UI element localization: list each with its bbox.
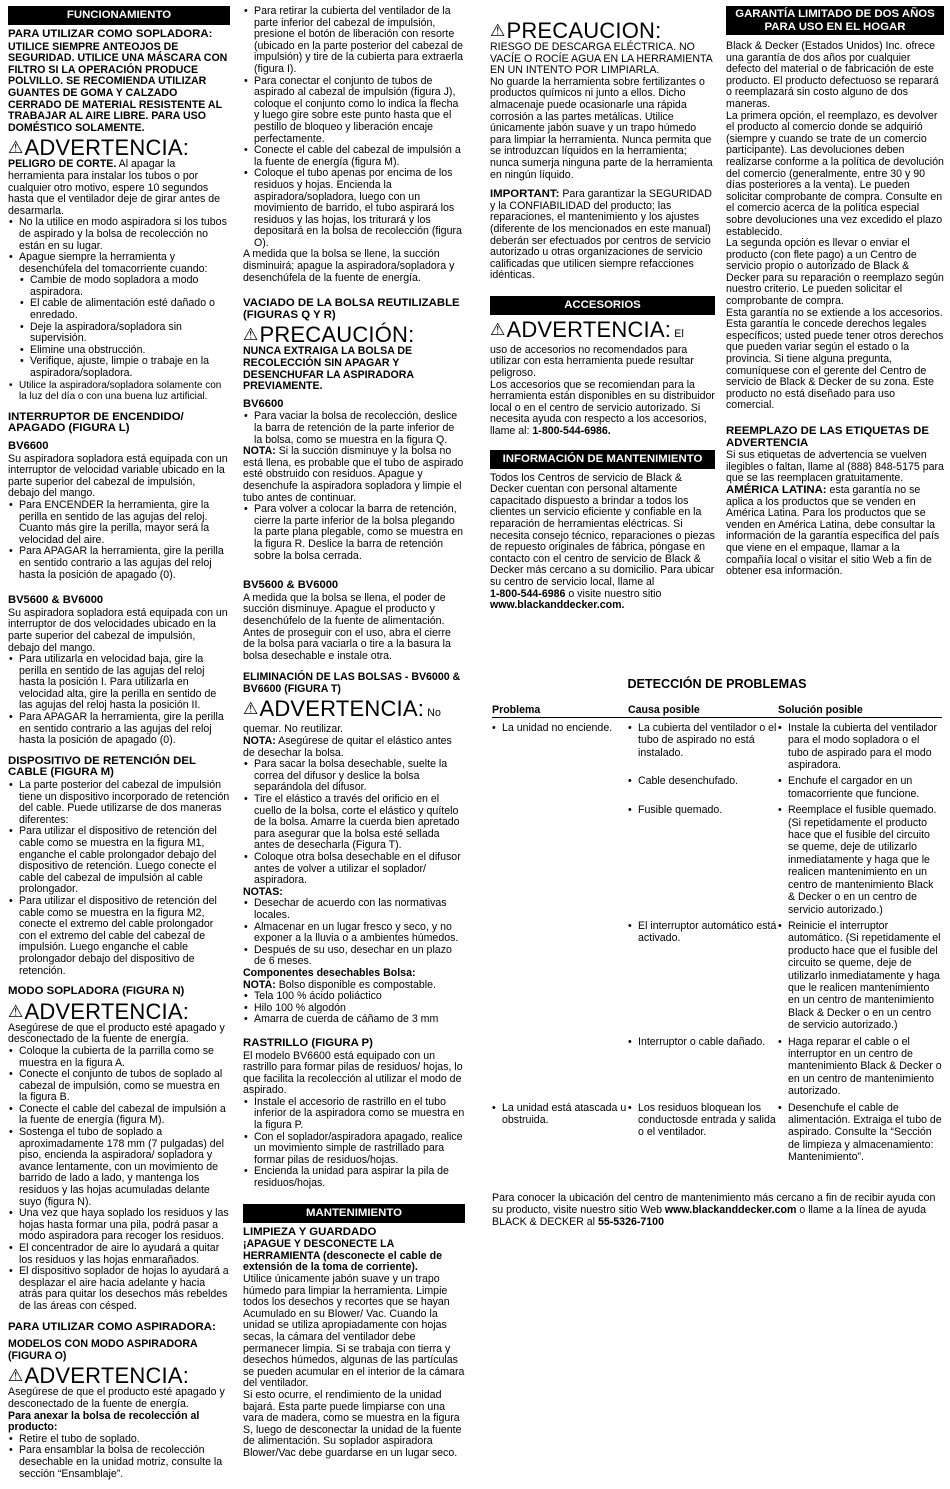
contact-note: Para conocer la ubicación del centro de mantenimiento más cercano a fin de recibir ayuda con su producto, visite nuestro sitio Web www.blackanddecker.com o llame a la línea de ayuda BLACK & DECKER al 55-5326-7100 (492, 1192, 936, 1228)
paragraph: A medida que la bolsa se llene, la succión disminuirá; apague la aspiradora/sopladora y desenchúfela de la fuente de energía. (243, 248, 455, 284)
warning-triangle-icon: ⚠ (243, 325, 259, 345)
list-item: • Deje la aspiradora/sopladora sin supervisión. (8, 322, 230, 345)
safety-caps-text: UTILICE SIEMPRE ANTEOJOS DE SEGURIDAD. UTILICE UNA MÁSCARA CON FILTRO SI LA OPERACIÓN PRODUCE POLVILLO. SE RECOMIENDA UTILIZAR GUANTES DE GOMA Y CALZADO CERRADO DE MATERIAL RESISTENTE AL TRABAJAR AL AIRE LIBRE. PARA USO DOMÉSTICO SOLAMENTE. (8, 40, 228, 134)
helpline-phone: 55-5326-7100 (597, 1216, 664, 1228)
section-header-mantenimiento: MANTENIMIENTO (243, 1204, 465, 1223)
website-link[interactable]: www.blackanddecker.com (664, 1204, 797, 1216)
problem-cell: • La unidad está atascada u obstruida. (492, 1102, 628, 1164)
problem-cell (492, 804, 628, 916)
vac-steps-list (243, 6, 465, 249)
list-item: • Para utilizarla en velocidad baja, gire la perilla en sentido de las agujas del reloj hasta la posición I. Para utilizarla en velocidad alta, gire la perilla en sentido de las agujas del reloj hasta la posición II. (8, 654, 230, 712)
list-item: • Conecte el cable del cabezal de impulsión a la fuente de energía (figura M). (8, 1104, 230, 1127)
list-item: • Tela 100 % ácido poliáctico (243, 991, 465, 1003)
section-header-funcionamiento: FUNCIONAMIENTO (8, 6, 230, 25)
list-item: • Coloque el tubo apenas por encima de los residuos y hojas. Encienda la aspiradora/sopladora, luego con un movimiento de barrido, el tubo aspirará los residuos y las hojas, los triturará y los depositará en la bolsa de recolección (figura O). (243, 168, 465, 249)
section-title-blower-use: PARA UTILIZAR COMO SOPLADORA: (8, 28, 213, 40)
section-title-labels: REEMPLAZO DE LAS ETIQUETAS DE ADVERTENCIA (726, 425, 929, 449)
section-header-garantia: GARANTÍA LIMITADO DE DOS AÑOS PARA USO EN EL HOGAR (726, 6, 944, 35)
paragraph: Utilice únicamente jabón suave y un trapo húmedo para limpiar la herramienta. Limpie todos los desechos y recortes que se hayan Acumulado en su Blower/ Vac. Cuando la unidad se utiliza apropiadamente con hojas secas, la cámara del ventilador debe permanecer limpia. Si se trabaja con tierra y desechos húmedos, algunas de las partículas se pueden acumular en el interior de la cámara del ventilador. (243, 1273, 465, 1390)
list-item: • Elimine una obstrucción. (8, 345, 230, 357)
blower-list (8, 1046, 230, 1313)
list-item: • Cambie de modo sopladora a modo aspiradora. (8, 275, 230, 298)
empty-list-2 (243, 504, 465, 562)
bv6600-list (8, 500, 230, 581)
caution-heading: ⚠PRECAUCION: (490, 18, 662, 43)
rake-list (243, 1097, 465, 1190)
paragraph: AMÉRICA LATINA: esta garantía no se aplica a los productos que se venden en América Latina. Para los productos que se venden en América Latina, debe consultar la información de la garantía específica del país que viene en el empaque, llamar a la compañía local o visitar el sitio Web a fin de obtener esa información. (726, 483, 940, 578)
table-row (492, 1036, 942, 1098)
paragraph: Los accesorios que se recomiendan para la herramienta están disponibles en su distribuidor local o en el centro de servicio autorizado. Si necesita ayuda con respecto a los accesorios, llame al: 1-800-544-6986. (490, 378, 715, 438)
caution-text: NUNCA EXTRAIGA LA BOLSA DE RECOLECCIÓN SIN APAGAR Y DESENCHUFAR LA ASPIRADORA PREVIAMENTE. (243, 345, 414, 393)
list-item: • Retire el tubo de soplado. (8, 1434, 230, 1446)
solution-cell: • Reinicie el interruptor automático. (Si repetidamente el producto hace que el fusible del circuito se queme, deje de utilizarlo inmediatamente y haga que le realicen mantenimiento en un centro de mantenimiento Black & Decker o en un centro de servicio autorizado.) (778, 920, 942, 1032)
cause-cell: • Cable desenchufado. (628, 775, 778, 800)
disposal-list (243, 759, 465, 887)
section-title-cord: DISPOSITIVO DE RETENCIÓN DEL CABLE (FIGURA M) (8, 754, 196, 779)
solution-cell: • Haga reparar el cable o el interruptor en un centro de mantenimiento Black & Decker o en un centro de mantenimiento autorizado. (778, 1036, 942, 1098)
model-bv5600: BV5600 & BV6000 (243, 579, 339, 592)
model-bv5600: BV5600 & BV6000 (8, 594, 104, 607)
cause-cell: • El interruptor automático está activado. (628, 920, 778, 1032)
warning-triangle-icon: ⚠ (243, 699, 259, 719)
table-header (492, 704, 942, 717)
vac-list (8, 1434, 230, 1480)
list-item: • Coloque otra bolsa desechable en el difusor antes de volver a utilizar el soplador/ aspiradora. (243, 852, 465, 887)
column-header-cause: Causa posible (628, 704, 700, 717)
column-4 (726, 6, 944, 578)
warning-heading: ⚠ADVERTENCIA: (8, 135, 190, 161)
paragraph: El modelo BV6600 está equipado con un rastrillo para formar pilas de residuos/ hojas, lo que facilita la recolección al utilizar el modo de aspirado. (243, 1049, 463, 1097)
website-link[interactable]: www.blackanddecker.com. (490, 599, 625, 612)
list-item: • El cable de alimentación esté dañado o enredado. (8, 298, 230, 321)
notes-list (243, 898, 465, 968)
paragraph: Si esto ocurre, el rendimiento de la unidad bajará. Esta parte puede limpiarse con una vara de madera, como se muestra en la figura S, luego de desconectar la unidad de la fuente de alimentación. Su soplador aspiradora Blower/Vac debe guardarse en un lugar seco. (243, 1388, 462, 1459)
note-text: NOTA: Asegúrese de quitar el elástico antes de desechar la bolsa. (243, 735, 452, 759)
section-title-blower-mode: MODO SOPLADORA (FIGURA N) (8, 985, 185, 998)
list-item: • Apague siempre la herramienta y desenchúfela del tomacorriente cuando: (8, 252, 230, 275)
important-text: IMPORTANT: Para garantizar la SEGURIDAD y la CONFIABILIDAD del producto; las reparaciones, el mantenimiento y los ajustes (diferente de los mencionados en este manual) deberán ser efectuados por centros de servicio autorizado u otras organizaciones de servicio calificadas que utilicen siempre refacciones idénticas. (490, 188, 712, 282)
list-item: • Verifique, ajuste, limpie o trabaje en la aspiradora/sopladora. (8, 356, 230, 379)
list-item: • Conecte el conjunto de tubos de soplado al cabezal de impulsión, como se muestra en la figura B. (8, 1069, 230, 1104)
notes-label: NOTAS: (243, 885, 283, 898)
table-row (492, 1102, 942, 1164)
table-row (492, 722, 942, 772)
list-item: • Para volver a colocar la barra de retención, cierre la parte inferior de la bolsa plegando la parte plana plegable, como se muestra en la figura R. Deslice la barra de retención sobre la bolsa cerrada. (243, 504, 465, 562)
paragraph: Black & Decker (Estados Unidos) Inc. ofrece una garantía de dos años por cualquier defecto del material o de fabricación de este producto. El producto defectuoso se reparará o reemplazará sin costo alguno de dos maneras. (726, 40, 939, 110)
list-item: • Para APAGAR la herramienta, gire la perilla en sentido contrario a las agujas del reloj hasta la posición de apagado (0). (8, 712, 230, 747)
cause-cell: • Los residuos bloquean los conductosde entrada y salida o el ventilador. (628, 1102, 778, 1164)
warning-triangle-icon: ⚠ (8, 138, 24, 158)
solution-cell: • Enchufe el cargador en un tomacorriente que funcione. (778, 775, 942, 800)
section-header-accesorios: ACCESORIOS (490, 296, 715, 315)
list-item: • El concentrador de aire lo ayudará a quitar los residuos y las hojas enmarañados. (8, 1243, 230, 1266)
list-item: • El dispositivo soplador de hojas lo ayudará a desplazar el aire hacia adelante y hacia atrás para quitar los desechos más rebeldes de las áreas con césped. (8, 1266, 230, 1312)
table-row (492, 804, 942, 916)
list-item: • Para APAGAR la herramienta, gire la perilla en sentido contrario a las agujas del reloj hasta la posición de apagado (0). (8, 546, 230, 581)
paragraph: Esta garantía no se extiende a los accesorios. Esta garantía le concede derechos legales específicos; usted puede tener otros derechos que pueden variar según el estado o la provincia. Si tiene alguna pregunta, comuníquese con el gerente del Centro de servicio de Black & Decker de su zona. Este producto no está diseñado para uso comercial. (726, 306, 944, 412)
bold-instruction: ¡APAGUE Y DESCONECTE LA HERRAMIENTA (desconecte el cable de extensión de la toma de corriente). (243, 1238, 442, 1274)
section-title-vacuum: PARA UTILIZAR COMO ASPIRADORA: (8, 1320, 216, 1333)
warning-heading: ⚠ADVERTENCIA: El (490, 316, 685, 342)
section-title-bag-disposal: ELIMINACIÓN DE LAS BOLSAS - BV6000 & BV6600 (FIGURA T) (243, 671, 461, 695)
list-item: • Conecte el cable del cabezal de impulsión a la fuente de energía (figura M). (243, 145, 465, 168)
warning-triangle-icon: ⚠ (490, 21, 506, 40)
list-item: • Encienda la unidad para aspirar la pila de residuos/hojas. (243, 1166, 465, 1189)
column-header-solution: Solución posible (778, 704, 863, 717)
column-header-problem: Problema (492, 704, 541, 717)
cause-cell: • Fusible quemado. (628, 804, 778, 916)
warning-text: quemar. No reutilizar. (243, 723, 344, 736)
section-title-empty-bag: VACIADO DE LA BOLSA REUTILIZABLE (FIGURAS Q Y R) (243, 297, 460, 321)
paragraph: La segunda opción es llevar o enviar el producto (con flete pago) a un Centro de servicio propio o autorizado de Black & Decker para su reparación o reemplazo según nuestro criterio. Le pueden solicitar el comprobante de compra. (726, 237, 944, 308)
list-item: • Almacenar en un lugar fresco y seco, y no exponer a la lluvia o a ambientes húmedos. (243, 922, 465, 945)
paragraph: Todos los Centros de servicio de Black & Decker cuentan con personal altamente capacitado dispuesto a brindar a todos los clientes un servicio eficiente y confiable en la reparación de herramientas eléctricas. Si necesita consejo técnico, reparaciones o piezas de repuesto originales de fábrica, póngase en contacto con el centro de servicio de Black & Decker más cercano a su domicilio. Para ubicar su centro de servicio local, llame al 1-800-544-6986 o visite nuestro sitio www.blackanddecker.com. (490, 471, 715, 612)
list-item: • Hilo 100 % algodón (243, 1003, 465, 1015)
list-item: • Para conectar el conjunto de tubos de aspirado al cabezal de impulsión (figura J), coloque el conjunto como lo indica la flecha y luego gire sobre este punto hasta que el pestillo de bloqueo y liberación encaje perfectamente. (243, 76, 465, 146)
list-item: • Tire el elástico a través del orificio en el cuello de la bolsa, corte el elástico y quítelo de la bolsa. Amarre la cuerda bien apretado para asegurar que la bolsa esté sellada antes de desecharla (Figura T). (243, 794, 465, 852)
section-title-cleaning: LIMPIEZA Y GUARDADO (243, 1225, 377, 1238)
paragraph: Si sus etiquetas de advertencia se vuelven ilegibles o faltan, llame al (888) 848-5175 para que se las reemplacen gratuitamente. (726, 449, 944, 485)
list-item: • Para ensamblar la bolsa de recolección desechable en la unidad motriz, consulte la sección “Ensamblaje”. (8, 1445, 230, 1480)
section-title-rake: RASTRILLO (FIGURA P) (243, 1036, 373, 1049)
list-item: • Amarra de cuerda de cáñamo de 3 mm (243, 1014, 465, 1026)
bold-instruction: Para anexar la bolsa de recolección al producto: (8, 1409, 200, 1434)
caution-caps-text: RIESGO DE DESCARGA ELÉCTRICA. NO VACÍE O ROCÍE AGUA EN LA HERRAMIENTA EN UN INTENTO POR LIMPIARLA. (490, 41, 713, 77)
solution-cell: • Desenchufe el cable de alimentación. Extraiga el tubo de aspirado. Consulte la “Sección de limpieza y almacenamiento: Mantenimiento”. (778, 1102, 942, 1164)
paragraph: No guarde la herramienta sobre fertilizantes o productos químicos ni junto a ellos. Dicho almacenaje puede ocasionarle una rápida corrosión a las partes metálicas. Utilice únicamente jabón suave y un trapo húmedo para limpiar la herramienta. Nunca permita que se introduzcan líquidos en la herramienta; nunca sumerja ninguna parte de la herramienta en ningún líquido. (490, 75, 713, 181)
warning-heading: ⚠ADVERTENCIA: (8, 998, 190, 1024)
problem-cell (492, 920, 628, 1032)
column-3 (490, 6, 715, 612)
warning-triangle-icon: ⚠ (8, 1001, 24, 1021)
warning-list (8, 217, 230, 275)
note-text: NOTA: Bolso disponible es compostable. (243, 978, 436, 991)
problem-cell (492, 775, 628, 800)
list-item: • Después de su uso, desechar en un plazo de 6 meses. (243, 945, 465, 968)
warning-heading: ⚠ADVERTENCIA: No (243, 696, 442, 722)
model-bv6600: BV6600 (243, 397, 284, 410)
warning-triangle-icon: ⚠ (490, 319, 506, 339)
solution-cell: • Instale la cubierta del ventilador para el modo sopladora o el tubo de aspirado para el modo aspiradora. (778, 722, 942, 772)
paragraph: Su aspiradora sopladora está equipada con un interruptor de velocidad variable ubicado en la parte superior del cabezal de impulsión, debajo del mango. (8, 452, 228, 500)
list-item: • No la utilice en modo aspiradora si los tubos de aspirado y la bolsa de recolección no están en su lugar. (8, 217, 230, 252)
list-item: • Desechar de acuerdo con las normativas locales. (243, 898, 465, 921)
warning-triangle-icon: ⚠ (8, 1366, 24, 1386)
paragraph: La primera opción, el reemplazo, es devolver el producto al comercio donde se adquirió (siempre y cuando se trate de un comercio participante). Las devoluciones deben realizarse conforme a la política de devolución del comercio (generalmente, entre 30 y 90 días posteriores a la venta). Le pueden solicitar comprobante de compra. Consulte en el comercio acerca de la política especial sobre devoluciones una vez excedido el plazo establecido. (726, 109, 944, 238)
warning-sublist (8, 275, 230, 379)
list-item: • Para ENCENDER la herramienta, gire la perilla en sentido de las agujas del reloj. Cuanto más gire la perilla, mayor será la velocidad del aire. (8, 500, 230, 546)
cause-cell: • La cubierta del ventilador o el tubo de aspirado no está instalado. (628, 722, 778, 772)
troubleshooting-table (492, 678, 942, 1164)
troubleshooting-title: DETECCIÓN DE PROBLEMAS (627, 677, 807, 691)
problem-cell (492, 1036, 628, 1098)
table-row (492, 775, 942, 800)
list-item: • Para vaciar la bolsa de recolección, deslice la barra de retención de la parte inferior de la bolsa, como se muestra en la figura Q. (243, 411, 465, 446)
column-2 (243, 6, 465, 1460)
warning-text: PELIGRO DE CORTE. Al apagar la herramienta para instalar los tubos o por cualquier otro motivo, espere 10 segundos hasta que el ventilador deje de girar antes de desarmarla. (8, 158, 221, 217)
components-list (243, 991, 465, 1026)
cord-list (8, 780, 230, 977)
column-1 (8, 6, 230, 1480)
warning-text: Asegúrese de que el producto esté apagado y desconectado de la fuente de energía. (8, 1021, 225, 1046)
bv5600-list (8, 654, 230, 747)
list-item: • Instale el accesorio de rastrillo en el tubo inferior de la aspiradora como se muestra en la figura P. (243, 1097, 465, 1132)
list-item: • Con el soplador/aspiradora apagado, realice un movimiento simple de rastrillado para formar pilas de residuos/hojas. (243, 1132, 465, 1167)
list-item: • Para retirar la cubierta del ventilador de la parte inferior del cabezal de impulsión, presione el botón de liberación con resorte (ubicado en la parte posterior del cabezal de impulsión) y tire de la cubierta para extraerla (figura I). (243, 6, 465, 76)
paragraph: A medida que la bolsa se llena, el poder de succión disminuye. Apague el producto y desenchúfelo de la fuente de alimentación. Antes de proseguir con el uso, abra el cierre de la bolsa para vaciarla o tire a la basura la bolsa desechable e instale otra. (243, 591, 451, 662)
model-bv6600: BV6600 (8, 440, 49, 452)
components-label: Componentes desechables Bolsa: (243, 966, 416, 979)
problem-cell: • La unidad no enciende. (492, 722, 628, 772)
section-title-switch: INTERRUPTOR DE ENCENDIDO/ APAGADO (FIGURA L) (8, 410, 184, 435)
warning-heading: ⚠ADVERTENCIA: (8, 1363, 190, 1389)
paragraph: Su aspiradora sopladora está equipada con un interruptor de dos velocidades ubicado en la parte superior del cabezal de impulsión, debajo del mango. (8, 606, 228, 654)
empty-list-1 (243, 411, 465, 446)
subsection-vacuum-models: MODELOS CON MODO ASPIRADORA (FIGURA O) (8, 1338, 198, 1362)
warning-list-last (8, 380, 230, 403)
list-item: • Coloque la cubierta de la parrilla como se muestra en la figura A. (8, 1046, 230, 1069)
cause-cell: • Interruptor o cable dañado. (628, 1036, 778, 1098)
solution-cell: • Reemplace el fusible quemado. (Si repetidamente el producto hace que el fusible del circuito se queme, deje de utilizarlo inmediatamente y haga que le realicen mantenimiento en un centro de mantenimiento Black & Decker o en un centro de servicio autorizado.) (778, 804, 942, 916)
table-row (492, 920, 942, 1032)
list-item: • Para utilizar el dispositivo de retención del cable como se muestra en la figura M2, conecte el extremo del cable prolongador con el extremo del cable del cabezal de impulsión. Luego enganche el cable prolongador debajo del dispositivo de retención. (8, 896, 230, 977)
warning-text: Asegúrese de que el producto esté apagado y desconectado de la fuente de energía. (8, 1386, 225, 1410)
caution-heading: ⚠PRECAUCIÓN: (243, 322, 415, 348)
list-item: • Para utilizar el dispositivo de retención del cable como se muestra en la figura M1, enganche el cable prolongador debajo del dispositivo de retención. Luego conecte el cable del cabezal de impulsión al cable prolongador. (8, 826, 230, 896)
list-item: • La parte posterior del cabezal de impulsión tiene un dispositivo incorporado de retención del cable. Puede utilizarse de dos maneras diferentes: (8, 780, 230, 826)
list-item: • Para sacar la bolsa desechable, suelte la correa del difusor y deslice la bolsa separándola del difusor. (243, 759, 465, 794)
warning-text: uso de accesorios no recomendados para utilizar con esta herramienta puede resultar peligroso. (490, 343, 694, 380)
note-text: NOTA: Si la succión disminuye y la bolsa no está llena, es probable que el tubo de aspirado esté obstruido con residuos. Apague y desenchufe la aspiradora sopladora y limpie el tubo antes de continuar. (243, 445, 464, 504)
list-item: • Utilice la aspiradora/sopladora solamente con la luz del día o con una buena luz artificial. (8, 380, 230, 403)
section-header-info-mantenimiento: INFORMACIÓN DE MANTENIMIENTO (490, 450, 715, 469)
list-item: • Sostenga el tubo de soplado a aproximadamente 178 mm (7 pulgadas) del piso, encienda la aspiradora/ sopladora y avance lentamente, con un movimiento de barrido de lado a lado, y mantenga los residuos y las hojas acumuladas delante suyo (figura N). (8, 1127, 230, 1208)
list-item: • Una vez que haya soplado los residuos y las hojas hasta formar una pila, podrá pasar a modo aspiradora para recoger los residuos. (8, 1208, 230, 1243)
